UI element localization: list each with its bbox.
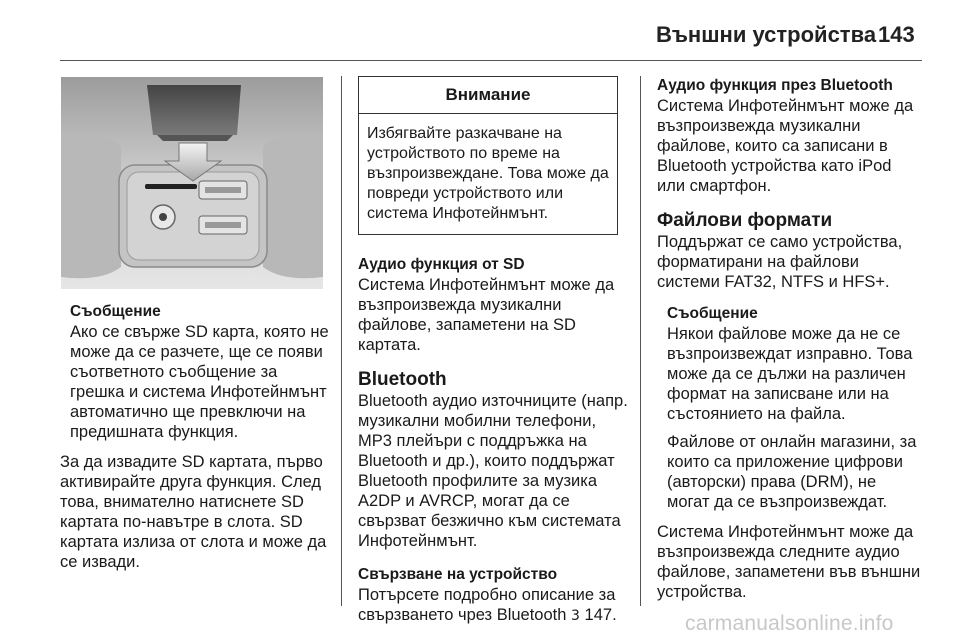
note-1 [60, 302, 332, 442]
connect-device-heading: Свързване на устройство [358, 566, 558, 583]
warning-box [358, 76, 618, 235]
warning-text: Избягвайте разкачване на устройството по време на възпроизвеждане. Това може да повреди устройството или система Инфотейнмънт. [367, 125, 609, 222]
closing-text: Система Инфотейнмънт може да възпроизвежда следните аудио файлове, запаметени във външни устройства. [657, 523, 921, 601]
bluetooth-heading: Bluetooth [358, 369, 447, 390]
column-divider-2 [640, 76, 641, 606]
warning-title: Внимание [359, 77, 617, 114]
column-2 [358, 76, 628, 626]
column-3 [657, 76, 923, 602]
bt-audio-heading: Аудио функция през Bluetooth [657, 77, 893, 94]
connect-text-prefix: Потърсете подробно описание за свързването чрез Bluetooth [358, 586, 616, 624]
header-divider [60, 60, 922, 61]
sd-audio-text: Система Инфотейнмънт може да възпроизвежда музикални файлове, запаметени на SD картата. [358, 276, 615, 354]
bluetooth-text: Bluetooth аудио източниците (напр. музикални мобилни телефони, MP3 плейъри с поддръжка на Bluetooth и др.), които поддържат Bluetooth профилите за музика A2DP и AVRCP, могат да се свързват безжично към системата Инфотейнмънт. [358, 392, 628, 550]
sd-removal-paragraph: За да извадите SD картата, първо активирайте друга функция. След това, внимателно натиснете SD картата по-навътре в слота. SD картата излиза от слота и може да се извади. [60, 453, 327, 571]
note-heading: Съобщение [667, 305, 758, 322]
column-divider-1 [341, 76, 342, 606]
note-text: Ако се свърже SD карта, която не може да се разчете, ще се появи съответното съобщение за грешка и система Инфотейнмънт автоматично ще превключи на предишната функция. [70, 323, 329, 441]
connect-device-text [358, 585, 628, 626]
sd-slot-illustration [61, 77, 323, 289]
bt-audio-text: Система Инфотейнмънт може да възпроизвежда музикални файлове, които са записани в Bluetooth устройства като iPod или смартфон. [657, 97, 914, 195]
page-title: Външни устройства [656, 22, 877, 47]
note-heading: Съобщение [70, 303, 161, 320]
sd-audio-heading: Аудио функция от SD [358, 256, 525, 273]
page-ref-arrow-icon: 3 [571, 608, 580, 624]
note-text-2: Файлове от онлайн магазини, за които са приложение цифрови (авторски) права (DRM), не могат да се възпроизвеждат. [667, 433, 917, 511]
connect-page-link[interactable]: 147. [584, 606, 617, 624]
sd-slot-drawing [61, 77, 323, 289]
watermark: carmanualsonline.info [685, 612, 894, 635]
note-text-1: Някои файлове може да не се възпроизвеждат изправно. Това може да се дължи на различен формат на записване или на състоянието на файла. [667, 325, 913, 423]
file-formats-text: Поддържат се само устройства, форматирани на файлови системи FAT32, NTFS и HFS+. [657, 233, 903, 291]
note-2 [657, 304, 923, 512]
column-1 [60, 302, 332, 572]
page-number: 143 [878, 22, 915, 47]
file-formats-heading: Файлови формати [657, 210, 833, 231]
